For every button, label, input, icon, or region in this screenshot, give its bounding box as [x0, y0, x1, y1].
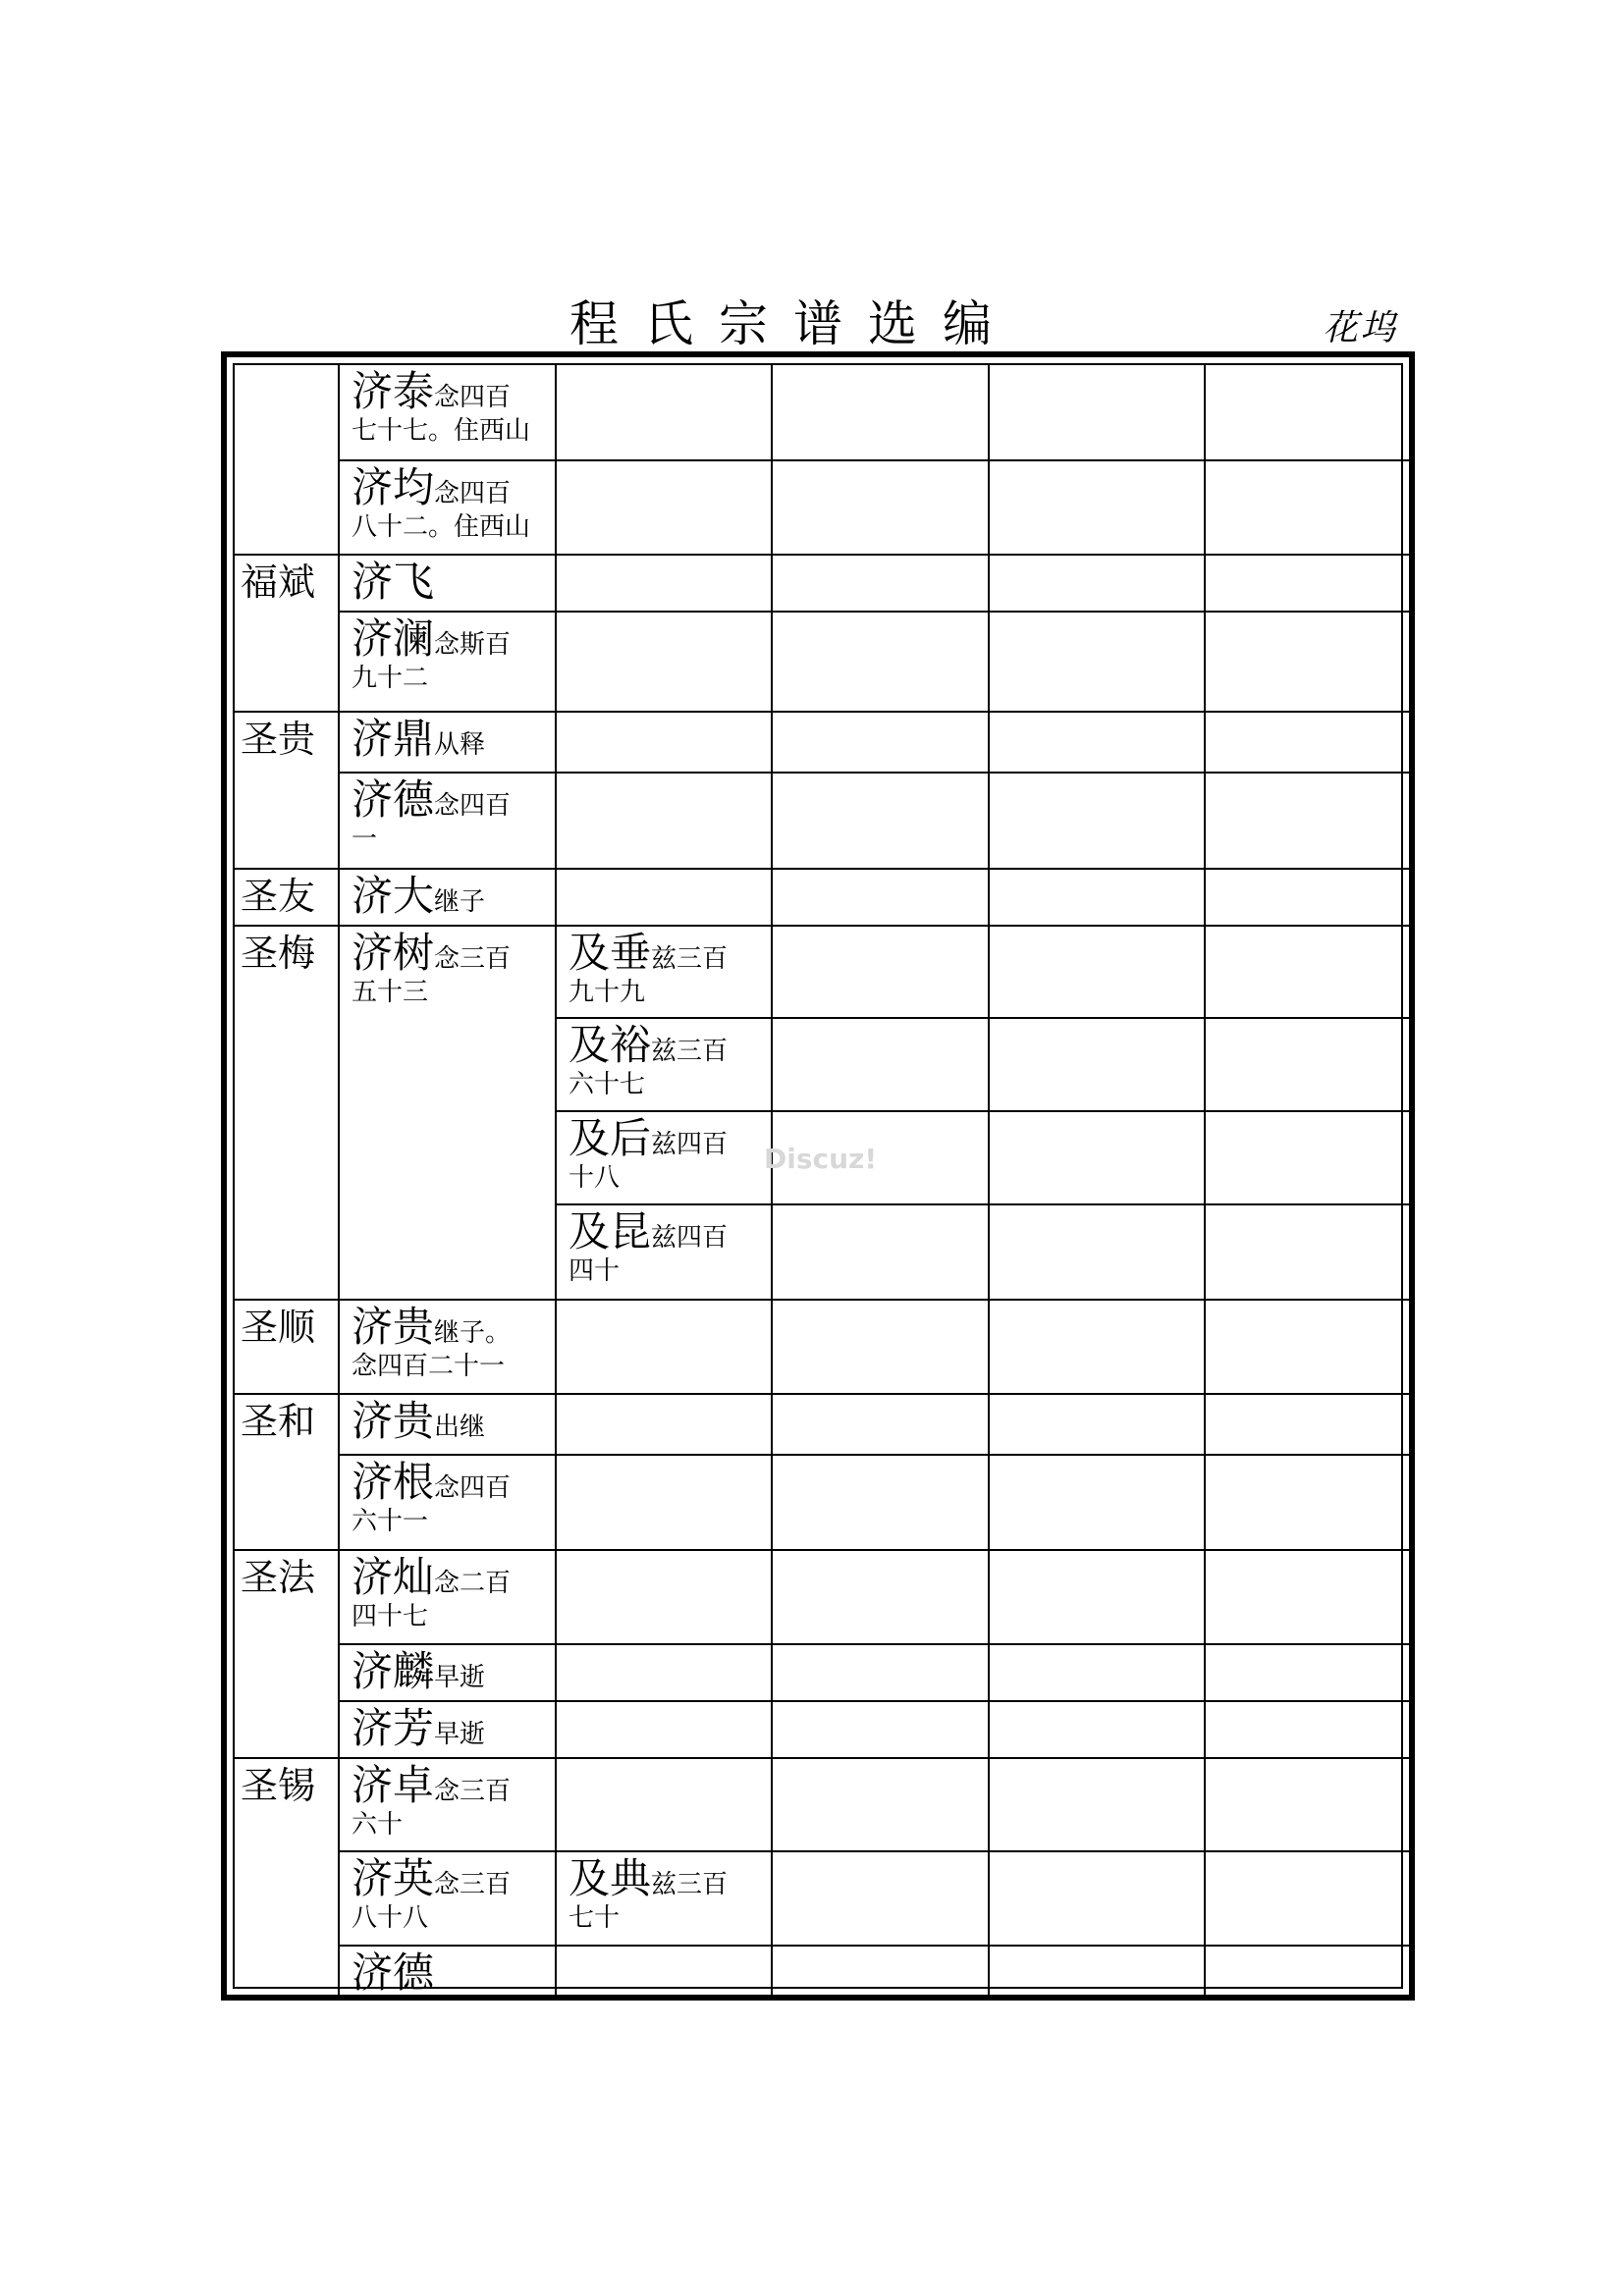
gen2-note: 念斯百: [434, 630, 512, 660]
gen2-note: 继子: [434, 887, 486, 917]
generation-1-name: 圣和: [241, 1400, 316, 1443]
gen2-cell: [352, 558, 435, 609]
gen2-name: 济根: [352, 1458, 435, 1506]
gen2-cell: [352, 1458, 512, 1536]
gen3-note-continued: 六十七: [568, 1070, 646, 1099]
gen2-note: 念四百: [434, 791, 512, 821]
gen2-note: 念二百: [434, 1569, 512, 1598]
gen2-note: 念三百: [434, 1777, 512, 1806]
gen3-cell: [568, 929, 729, 1007]
gen2-name: 济贵: [352, 1397, 435, 1445]
gen2-name: 济贵: [352, 1303, 435, 1351]
gen3-cell: [568, 1854, 729, 1933]
gen2-note: 念三百: [434, 1870, 512, 1899]
gen2-note-continued: 六十一: [352, 1507, 429, 1536]
gen3-note-continued: 十八: [568, 1163, 621, 1193]
gen2-cell: [352, 929, 512, 1007]
generation-1-name: 圣贵: [241, 718, 316, 761]
gen2-cell: [352, 775, 512, 854]
gen2-note: 从释: [434, 730, 486, 760]
gen2-note-continued: 八十八: [352, 1903, 429, 1933]
gen2-cell: [352, 1761, 512, 1840]
row-divider: [233, 925, 1413, 927]
row-divider: [555, 1203, 1413, 1205]
gen2-cell: [352, 872, 486, 923]
gen3-note: 兹四百: [651, 1130, 729, 1159]
gen2-cell: [352, 1647, 486, 1698]
row-divider: [233, 554, 1413, 556]
gen2-note-continued: 七十七。住西山: [352, 416, 531, 446]
gen2-cell: [352, 463, 531, 542]
gen2-name: 济泰: [352, 367, 435, 415]
gen2-cell: [352, 1704, 486, 1755]
generation-1-name: 圣友: [241, 875, 316, 918]
gen2-note-continued: 六十: [352, 1810, 404, 1840]
gen2-cell: [352, 715, 486, 766]
gen3-name: 及裕: [568, 1021, 652, 1069]
gen2-cell: [352, 1949, 435, 2000]
gen2-note: 念三百: [434, 944, 512, 974]
gen2-note: 念四百: [434, 383, 512, 412]
generation-1-name: 圣顺: [241, 1306, 316, 1349]
gen2-note: 早逝: [434, 1663, 486, 1692]
gen2-note: 念四百: [434, 479, 512, 508]
gen2-cell: [352, 1397, 486, 1448]
column-divider: [338, 363, 340, 2001]
gen3-cell: [568, 1207, 729, 1286]
gen2-note-continued: 一: [352, 825, 378, 854]
gen2-note: 继子。: [434, 1318, 512, 1348]
row-divider: [338, 1850, 1413, 1852]
page-title: 程氏宗谱选编: [569, 295, 1017, 352]
column-divider: [771, 363, 773, 2001]
generation-1-name: 圣梅: [241, 932, 316, 975]
gen2-name: 济树: [352, 929, 435, 977]
gen2-note-continued: 四十七: [352, 1602, 429, 1631]
gen2-name: 济灿: [352, 1553, 435, 1601]
gen2-name: 济卓: [352, 1761, 435, 1809]
row-divider: [233, 1393, 1413, 1395]
row-divider: [338, 611, 1413, 613]
genealogy-frame: [221, 351, 1415, 2001]
gen3-name: 及典: [568, 1854, 652, 1902]
gen2-note-continued: 九十二: [352, 664, 429, 693]
gen3-cell: [568, 1021, 729, 1099]
row-divider: [555, 1017, 1413, 1019]
gen2-name: 济澜: [352, 614, 435, 663]
gen2-name: 济大: [352, 872, 435, 920]
generation-1-name: 福斌: [241, 561, 316, 604]
gen2-note-continued: 八十二。住西山: [352, 512, 531, 542]
column-divider: [1204, 363, 1206, 2001]
row-divider: [233, 868, 1413, 870]
gen2-name: 济德: [352, 1949, 435, 1997]
genealogy-table: [233, 363, 1403, 1997]
generation-1-name: 圣锡: [241, 1764, 316, 1807]
gen3-note-continued: 九十九: [568, 978, 646, 1007]
row-divider: [338, 459, 1413, 461]
gen2-note: 早逝: [434, 1720, 486, 1749]
gen2-name: 济英: [352, 1854, 435, 1902]
gen2-cell: [352, 614, 512, 693]
gen3-note-continued: 四十: [568, 1256, 621, 1286]
row-divider: [338, 1454, 1413, 1456]
gen2-name: 济均: [352, 463, 435, 511]
gen3-name: 及昆: [568, 1207, 652, 1255]
gen3-note-continued: 七十: [568, 1903, 621, 1933]
gen2-cell: [352, 1553, 512, 1631]
gen2-cell: [352, 1303, 512, 1381]
row-divider: [233, 1549, 1413, 1551]
gen3-name: 及垂: [568, 929, 652, 977]
gen3-name: 及后: [568, 1114, 652, 1162]
gen2-note: 出继: [434, 1413, 486, 1442]
column-divider: [988, 363, 990, 2001]
generation-1-name: 圣法: [241, 1556, 316, 1599]
row-divider: [338, 1643, 1413, 1645]
gen3-note: 兹三百: [651, 944, 729, 974]
row-divider: [338, 772, 1413, 774]
gen2-note-continued: 念四百二十一: [352, 1352, 506, 1381]
gen2-name: 济麟: [352, 1647, 435, 1695]
gen2-name: 济飞: [352, 558, 435, 606]
gen3-note: 兹三百: [651, 1870, 729, 1899]
gen2-name: 济芳: [352, 1704, 435, 1752]
row-divider: [338, 1945, 1413, 1947]
gen2-cell: [352, 367, 531, 446]
column-divider: [555, 363, 557, 2001]
gen3-note: 兹三百: [651, 1037, 729, 1066]
gen2-note-continued: 五十三: [352, 978, 429, 1007]
place-name: 花坞: [1323, 308, 1398, 348]
gen2-cell: [352, 1854, 512, 1933]
gen2-note: 念四百: [434, 1473, 512, 1503]
row-divider: [233, 1757, 1413, 1759]
gen2-name: 济鼎: [352, 715, 435, 763]
row-divider: [338, 1700, 1413, 1702]
row-divider: [233, 1299, 1413, 1301]
gen2-name: 济德: [352, 775, 435, 824]
row-divider: [555, 1110, 1413, 1112]
row-divider: [233, 711, 1413, 713]
gen3-cell: [568, 1114, 729, 1193]
gen3-note: 兹四百: [651, 1223, 729, 1253]
watermark: Discuz!: [764, 1143, 878, 1175]
